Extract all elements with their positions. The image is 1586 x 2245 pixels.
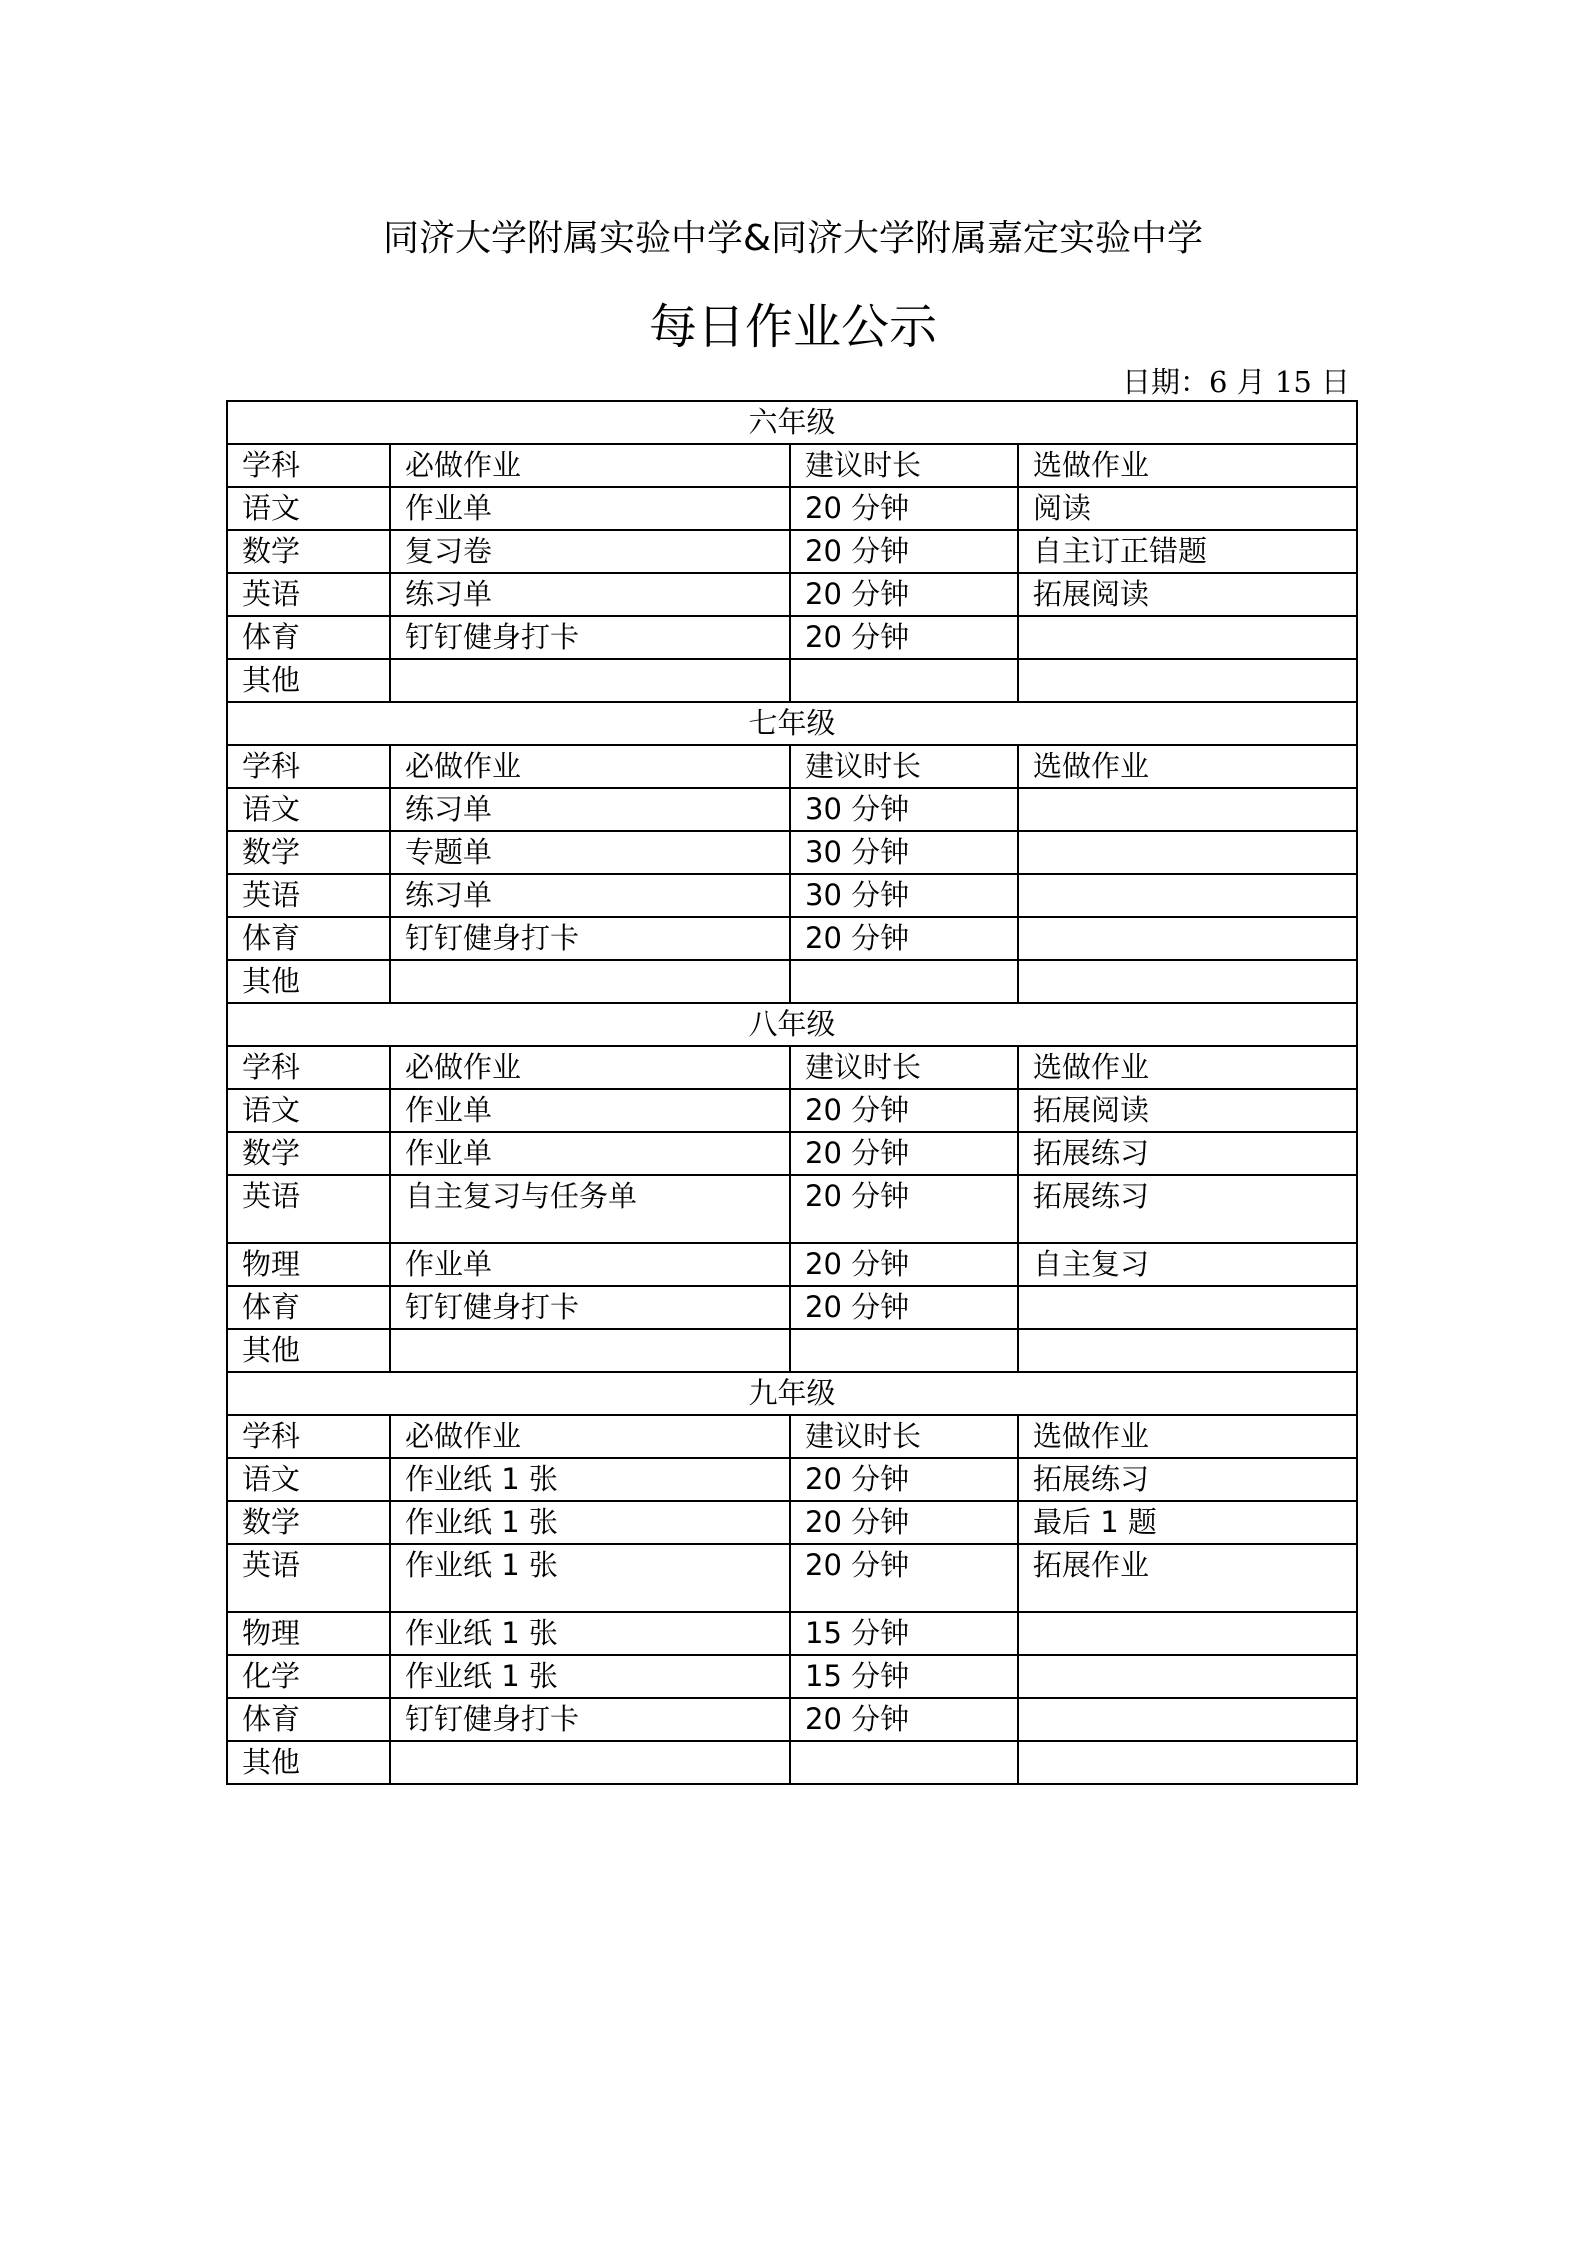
optional-cell: 阅读	[1018, 487, 1357, 530]
table-row	[227, 788, 1357, 831]
subject-cell: 数学	[227, 1501, 390, 1544]
table-row	[227, 530, 1357, 573]
column-header-row	[227, 444, 1357, 487]
subject-cell: 化学	[227, 1655, 390, 1698]
required-cell: 作业单	[390, 1243, 790, 1286]
subject-cell: 其他	[227, 1329, 390, 1372]
subject-cell: 语文	[227, 487, 390, 530]
duration-cell: 30 分钟	[790, 831, 1018, 874]
subject-cell: 英语	[227, 1544, 390, 1612]
duration-cell: 20 分钟	[790, 1286, 1018, 1329]
subject-cell: 数学	[227, 530, 390, 573]
duration-cell: 20 分钟	[790, 1132, 1018, 1175]
duration-cell: 15 分钟	[790, 1612, 1018, 1655]
required-cell	[390, 960, 790, 1003]
column-header: 选做作业	[1018, 745, 1357, 788]
table-row	[227, 1544, 1357, 1612]
table-row	[227, 1655, 1357, 1698]
column-header: 必做作业	[390, 1046, 790, 1089]
table-row	[227, 573, 1357, 616]
column-header: 学科	[227, 1415, 390, 1458]
duration-cell	[790, 960, 1018, 1003]
table-row	[227, 960, 1357, 1003]
optional-cell: 自主订正错题	[1018, 530, 1357, 573]
subject-cell: 英语	[227, 573, 390, 616]
table-row	[227, 1612, 1357, 1655]
table-row	[227, 874, 1357, 917]
optional-cell	[1018, 788, 1357, 831]
table-row	[227, 1175, 1357, 1243]
table-row	[227, 1741, 1357, 1784]
required-cell: 自主复习与任务单	[390, 1175, 790, 1243]
duration-cell: 30 分钟	[790, 874, 1018, 917]
optional-cell: 拓展作业	[1018, 1544, 1357, 1612]
grade-title: 七年级	[227, 702, 1357, 745]
optional-cell: 拓展练习	[1018, 1132, 1357, 1175]
subject-cell: 其他	[227, 1741, 390, 1784]
optional-cell	[1018, 659, 1357, 702]
required-cell: 练习单	[390, 788, 790, 831]
duration-cell: 20 分钟	[790, 1243, 1018, 1286]
grade-title: 八年级	[227, 1003, 1357, 1046]
grade-header-row	[227, 1003, 1357, 1046]
subject-cell: 其他	[227, 960, 390, 1003]
duration-cell: 20 分钟	[790, 1089, 1018, 1132]
required-cell: 复习卷	[390, 530, 790, 573]
required-cell: 作业纸 1 张	[390, 1544, 790, 1612]
duration-cell: 20 分钟	[790, 1698, 1018, 1741]
required-cell: 作业纸 1 张	[390, 1655, 790, 1698]
required-cell: 作业单	[390, 1089, 790, 1132]
subject-cell: 体育	[227, 917, 390, 960]
column-header: 建议时长	[790, 1415, 1018, 1458]
optional-cell: 拓展阅读	[1018, 1089, 1357, 1132]
optional-cell	[1018, 917, 1357, 960]
optional-cell	[1018, 616, 1357, 659]
table-row	[227, 659, 1357, 702]
column-header-row	[227, 1046, 1357, 1089]
duration-cell	[790, 659, 1018, 702]
homework-table	[226, 400, 1358, 1785]
optional-cell	[1018, 1698, 1357, 1741]
required-cell: 钉钉健身打卡	[390, 1286, 790, 1329]
optional-cell	[1018, 1286, 1357, 1329]
column-header: 建议时长	[790, 444, 1018, 487]
optional-cell	[1018, 831, 1357, 874]
subject-cell: 体育	[227, 616, 390, 659]
required-cell: 钉钉健身打卡	[390, 1698, 790, 1741]
table-row	[227, 1698, 1357, 1741]
duration-cell: 15 分钟	[790, 1655, 1018, 1698]
required-cell: 练习单	[390, 874, 790, 917]
optional-cell	[1018, 960, 1357, 1003]
required-cell	[390, 1329, 790, 1372]
required-cell: 作业单	[390, 1132, 790, 1175]
duration-cell: 20 分钟	[790, 1544, 1018, 1612]
required-cell: 作业纸 1 张	[390, 1458, 790, 1501]
column-header: 学科	[227, 444, 390, 487]
duration-cell: 20 分钟	[790, 487, 1018, 530]
optional-cell: 最后 1 题	[1018, 1501, 1357, 1544]
subject-cell: 数学	[227, 831, 390, 874]
duration-cell	[790, 1741, 1018, 1784]
optional-cell	[1018, 1329, 1357, 1372]
duration-cell: 20 分钟	[790, 573, 1018, 616]
table-row	[227, 487, 1357, 530]
required-cell: 作业纸 1 张	[390, 1501, 790, 1544]
duration-cell	[790, 1329, 1018, 1372]
duration-cell: 20 分钟	[790, 1501, 1018, 1544]
duration-cell: 20 分钟	[790, 616, 1018, 659]
required-cell: 练习单	[390, 573, 790, 616]
column-header: 学科	[227, 745, 390, 788]
subject-cell: 语文	[227, 788, 390, 831]
column-header: 选做作业	[1018, 444, 1357, 487]
column-header: 必做作业	[390, 444, 790, 487]
grade-header-row	[227, 401, 1357, 444]
subject-cell: 其他	[227, 659, 390, 702]
subject-cell: 物理	[227, 1612, 390, 1655]
optional-cell	[1018, 874, 1357, 917]
required-cell: 钉钉健身打卡	[390, 917, 790, 960]
table-row	[227, 917, 1357, 960]
table-row	[227, 1329, 1357, 1372]
optional-cell: 拓展练习	[1018, 1458, 1357, 1501]
grade-header-row	[227, 702, 1357, 745]
date-label: 日期：6 月 15 日	[1121, 365, 1350, 399]
optional-cell: 拓展阅读	[1018, 573, 1357, 616]
table-row	[227, 616, 1357, 659]
subject-cell: 语文	[227, 1458, 390, 1501]
grade-title: 六年级	[227, 401, 1357, 444]
grade-title: 九年级	[227, 1372, 1357, 1415]
subject-cell: 英语	[227, 1175, 390, 1243]
table-row	[227, 1286, 1357, 1329]
homework-table-body	[227, 401, 1357, 1784]
table-row	[227, 1501, 1357, 1544]
column-header: 必做作业	[390, 745, 790, 788]
optional-cell: 拓展练习	[1018, 1175, 1357, 1243]
column-header: 必做作业	[390, 1415, 790, 1458]
column-header: 建议时长	[790, 1046, 1018, 1089]
duration-cell: 20 分钟	[790, 530, 1018, 573]
school-name: 同济大学附属实验中学&同济大学附属嘉定实验中学	[382, 218, 1204, 259]
table-row	[227, 831, 1357, 874]
column-header: 选做作业	[1018, 1046, 1357, 1089]
optional-cell	[1018, 1655, 1357, 1698]
required-cell	[390, 659, 790, 702]
subject-cell: 体育	[227, 1286, 390, 1329]
column-header-row	[227, 1415, 1357, 1458]
column-header-row	[227, 745, 1357, 788]
table-row	[227, 1243, 1357, 1286]
required-cell	[390, 1741, 790, 1784]
optional-cell	[1018, 1612, 1357, 1655]
duration-cell: 20 分钟	[790, 1175, 1018, 1243]
duration-cell: 30 分钟	[790, 788, 1018, 831]
required-cell: 钉钉健身打卡	[390, 616, 790, 659]
subject-cell: 语文	[227, 1089, 390, 1132]
table-row	[227, 1132, 1357, 1175]
table-row	[227, 1458, 1357, 1501]
subject-cell: 数学	[227, 1132, 390, 1175]
required-cell: 作业纸 1 张	[390, 1612, 790, 1655]
optional-cell: 自主复习	[1018, 1243, 1357, 1286]
table-row	[227, 1089, 1357, 1132]
column-header: 建议时长	[790, 745, 1018, 788]
optional-cell	[1018, 1741, 1357, 1784]
column-header: 学科	[227, 1046, 390, 1089]
page-title: 每日作业公示	[648, 299, 937, 355]
duration-cell: 20 分钟	[790, 917, 1018, 960]
required-cell: 作业单	[390, 487, 790, 530]
column-header: 选做作业	[1018, 1415, 1357, 1458]
duration-cell: 20 分钟	[790, 1458, 1018, 1501]
required-cell: 专题单	[390, 831, 790, 874]
grade-header-row	[227, 1372, 1357, 1415]
subject-cell: 英语	[227, 874, 390, 917]
subject-cell: 体育	[227, 1698, 390, 1741]
subject-cell: 物理	[227, 1243, 390, 1286]
